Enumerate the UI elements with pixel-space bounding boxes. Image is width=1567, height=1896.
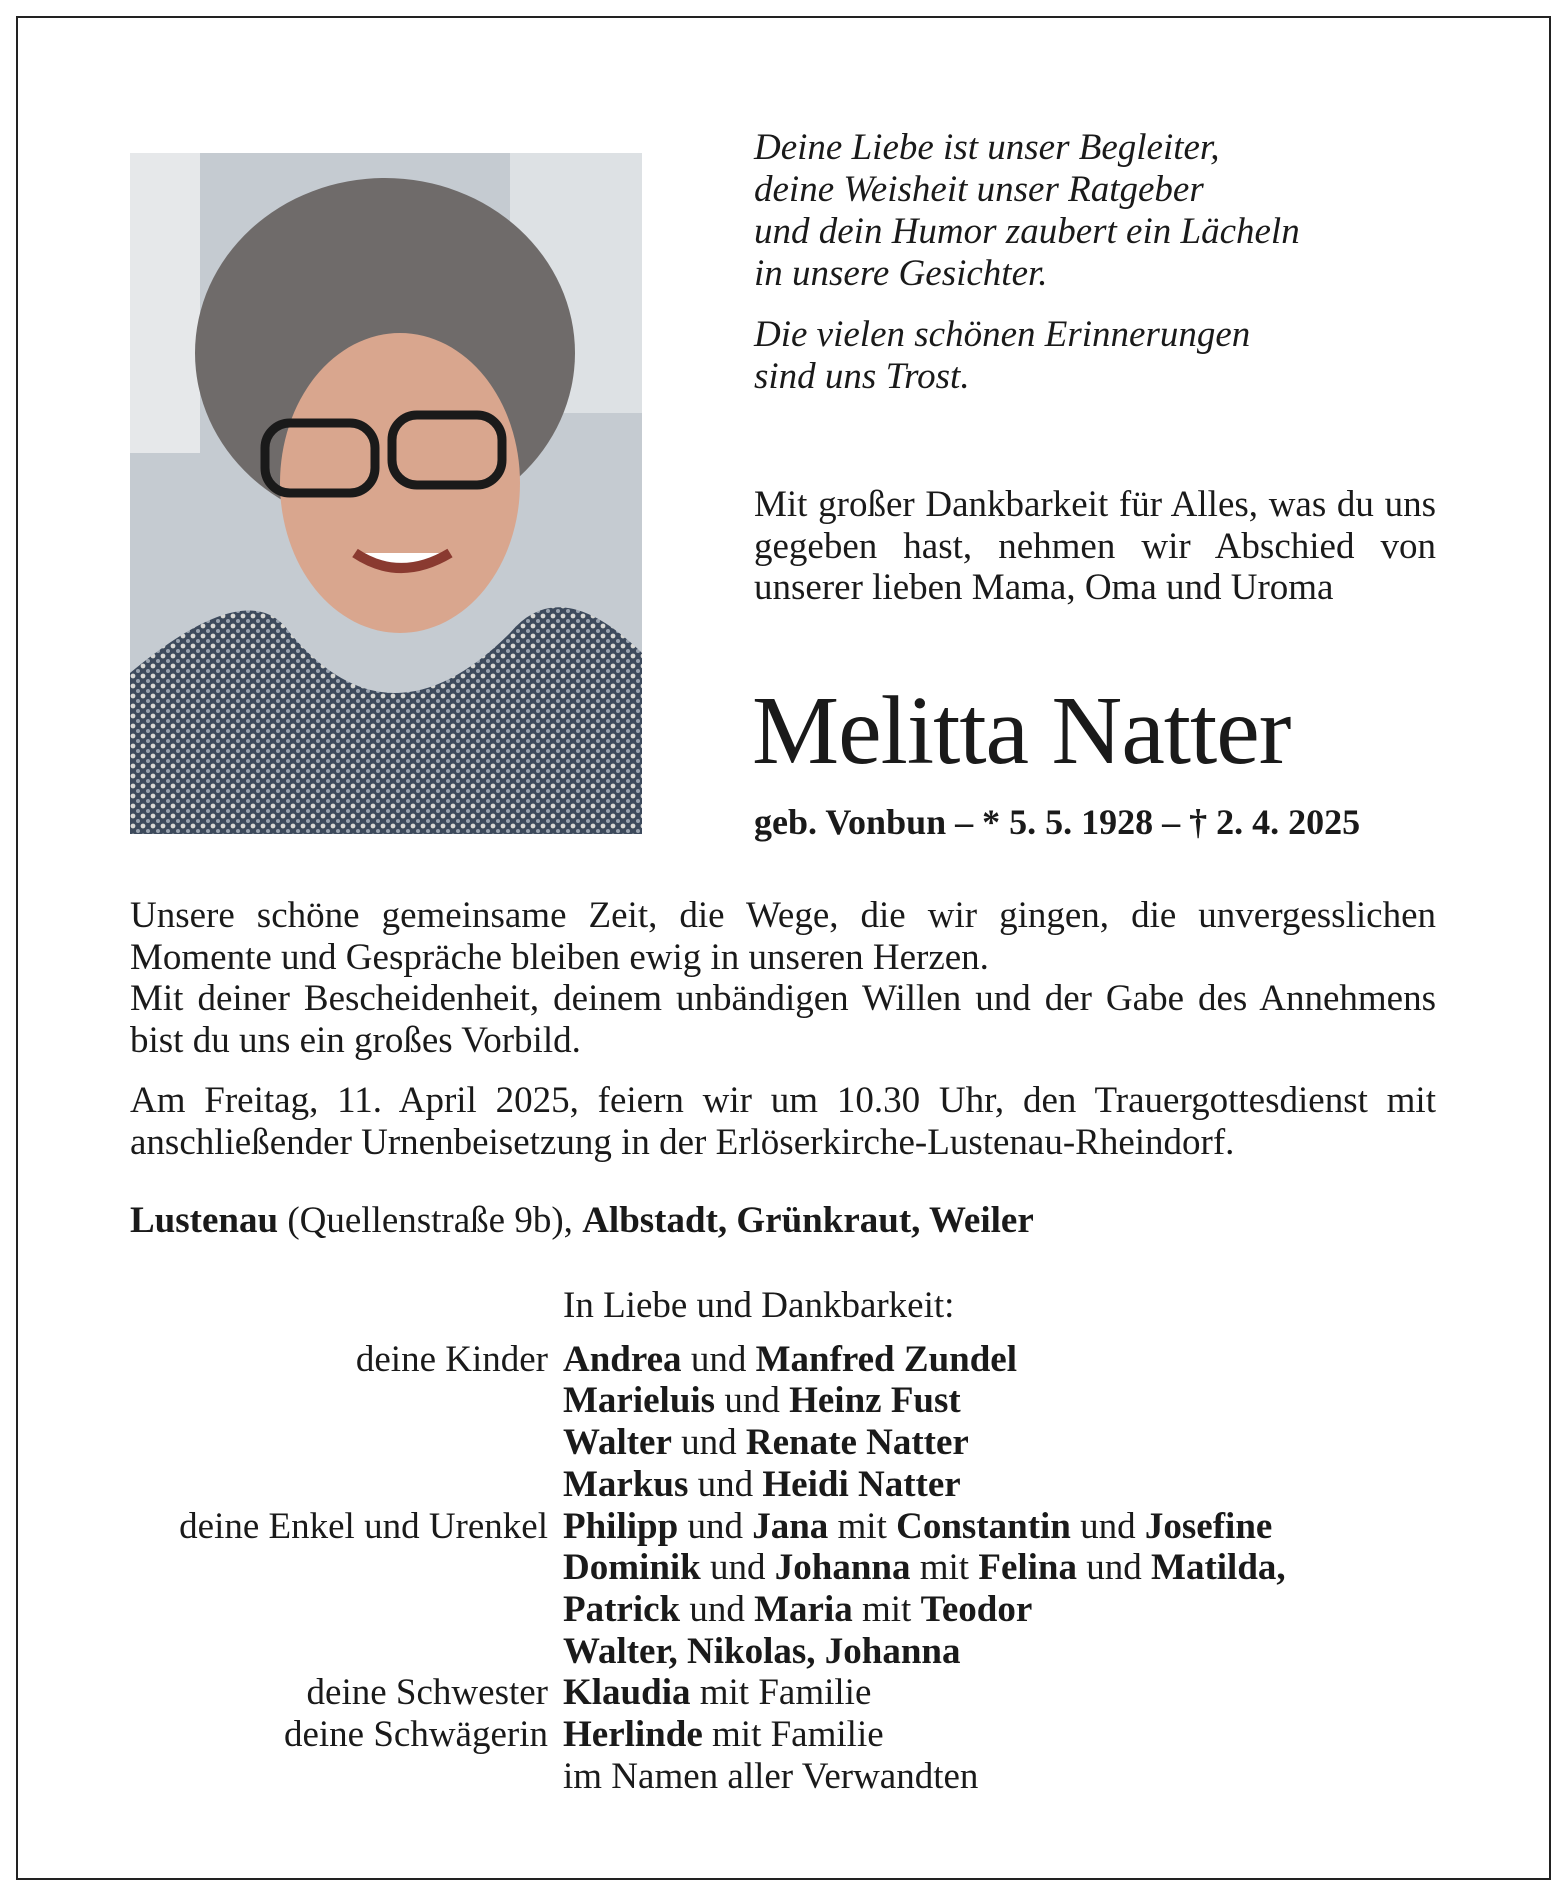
mourner-name: Herlinde <box>563 1714 703 1756</box>
mourner-names <box>563 1380 1567 1422</box>
quote-stanza-2 <box>754 314 1250 398</box>
mourner-names <box>563 1589 1567 1631</box>
mourner-name: Patrick <box>563 1588 681 1630</box>
mourner-names <box>563 1422 1567 1464</box>
connector-text: im Namen aller Verwandten <box>563 1755 979 1797</box>
mourner-name: Constantin <box>896 1505 1071 1547</box>
mourner-row <box>0 1547 1567 1589</box>
connector-text: und <box>715 1380 790 1422</box>
mourner-row <box>0 1714 1567 1756</box>
mourner-names <box>563 1714 1567 1756</box>
mourner-name: Manfred Zundel <box>755 1338 1018 1380</box>
connector-text: und <box>681 1338 756 1380</box>
connector-text: und <box>678 1505 753 1547</box>
mourner-names <box>563 1547 1567 1589</box>
mourner-row <box>0 1422 1567 1464</box>
quote-line: sind uns Trost. <box>754 356 970 397</box>
place-primary: Lustenau <box>130 1200 279 1241</box>
quote-line: Deine Liebe ist unser Begleiter, <box>754 127 1220 168</box>
mourner-name: Heinz Fust <box>789 1380 961 1422</box>
birth-death-dates: geb. Vonbun – * 5. 5. 1928 – † 2. 4. 2025 <box>754 802 1361 842</box>
relation-label <box>0 1631 563 1673</box>
connector-text: mit Familie <box>690 1672 872 1714</box>
mourner-name: Matilda, <box>1151 1547 1286 1589</box>
mourner-names <box>563 1756 1567 1798</box>
mourner-name: Renate Natter <box>745 1422 969 1464</box>
mourner-name: Klaudia <box>563 1672 691 1714</box>
relation-label: deine Kinder <box>355 1338 548 1380</box>
relation-label <box>0 1464 563 1506</box>
mourner-row <box>0 1672 1567 1714</box>
memorial-text <box>130 895 1436 1062</box>
mourner-name: Josefine <box>1144 1505 1273 1547</box>
relation-label <box>0 1756 563 1798</box>
connector-text: mit <box>828 1505 897 1547</box>
connector-text: mit <box>852 1588 921 1630</box>
address: (Quellenstraße 9b), <box>278 1200 583 1241</box>
relation-label <box>0 1589 563 1631</box>
mourner-name: Teodor <box>920 1588 1033 1630</box>
mourner-row <box>0 1756 1567 1798</box>
mourner-name: Walter <box>563 1422 672 1464</box>
mourner-row <box>0 1506 1567 1548</box>
mourner-names <box>563 1631 1567 1673</box>
mourner-names <box>563 1464 1567 1506</box>
quote-line: Die vielen schönen Erinnerungen <box>754 314 1251 355</box>
connector-text: und <box>688 1463 763 1505</box>
mourner-name: Maria <box>754 1588 853 1630</box>
mourner-name: Johanna <box>774 1547 911 1589</box>
relation-label <box>0 1422 563 1464</box>
connector-text: und <box>1077 1547 1152 1589</box>
places-line <box>130 1200 1034 1242</box>
mourner-row <box>0 1380 1567 1422</box>
mourner-name: Dominik <box>563 1547 701 1589</box>
mourner-row <box>0 1339 1567 1381</box>
mourner-name: Andrea <box>563 1338 682 1380</box>
intro-text: Mit großer Dankbarkeit für Alles, was du uns gegeben hast, nehmen wir Abschied von unserer lieben Mama, Oma und Uroma <box>754 484 1436 609</box>
relation-label <box>0 1547 563 1589</box>
memorial-paragraph: Unsere schöne gemeinsame Zeit, die Wege, die wir gingen, die unvergesslichen Momente und Gespräche bleiben ewig in unseren Herzen. <box>130 895 1436 978</box>
quote-line: deine Weisheit unser Ratgeber <box>754 169 1204 210</box>
signoff: In Liebe und Dankbarkeit: <box>563 1285 955 1326</box>
quote-line: und dein Humor zaubert ein Lächeln <box>754 211 1300 252</box>
mourner-names <box>563 1339 1567 1381</box>
places-other: Albstadt, Grünkraut, Weiler <box>582 1200 1034 1241</box>
mourner-row <box>0 1631 1567 1673</box>
mourner-name: Walter, Nikolas, Johanna <box>563 1630 961 1672</box>
mourner-name: Philipp <box>563 1505 679 1547</box>
mourner-name: Heidi Natter <box>762 1463 961 1505</box>
relation-label: deine Schwester <box>306 1672 548 1714</box>
connector-text: und <box>1070 1505 1145 1547</box>
mourners-list <box>0 1285 1567 1797</box>
mourner-name: Marieluis <box>563 1380 716 1422</box>
connector-text: und <box>680 1588 755 1630</box>
funeral-info: Am Freitag, 11. April 2025, feiern wir um 10.30 Uhr, den Trauergottesdienst mit anschließender Urnenbeisetzung in der Erlöserkirche-Lustenau-Rheindorf. <box>130 1080 1436 1163</box>
mourner-names <box>563 1672 1567 1714</box>
mourner-row <box>0 1464 1567 1506</box>
mourner-name: Jana <box>752 1505 829 1547</box>
deceased-name: Melitta Natter <box>752 677 1291 785</box>
mourner-row <box>0 1589 1567 1631</box>
quote-line: in unsere Gesichter. <box>754 253 1048 294</box>
connector-text: und <box>671 1422 746 1464</box>
portrait-photo <box>130 153 642 834</box>
connector-text: und <box>700 1547 775 1589</box>
mourner-name: Felina <box>978 1547 1078 1589</box>
quote-stanza-1 <box>754 127 1300 295</box>
relation-label: deine Enkel und Urenkel <box>179 1505 548 1547</box>
relation-label: deine Schwägerin <box>283 1714 548 1756</box>
connector-text: mit <box>910 1547 979 1589</box>
relation-label <box>0 1380 563 1422</box>
connector-text: mit Familie <box>702 1714 884 1756</box>
mourner-names <box>563 1506 1567 1548</box>
mourner-name: Markus <box>563 1463 689 1505</box>
memorial-paragraph: Mit deiner Bescheidenheit, deinem unbändigen Willen und der Gabe des Annehmens bist du uns ein großes Vorbild. <box>130 978 1436 1062</box>
